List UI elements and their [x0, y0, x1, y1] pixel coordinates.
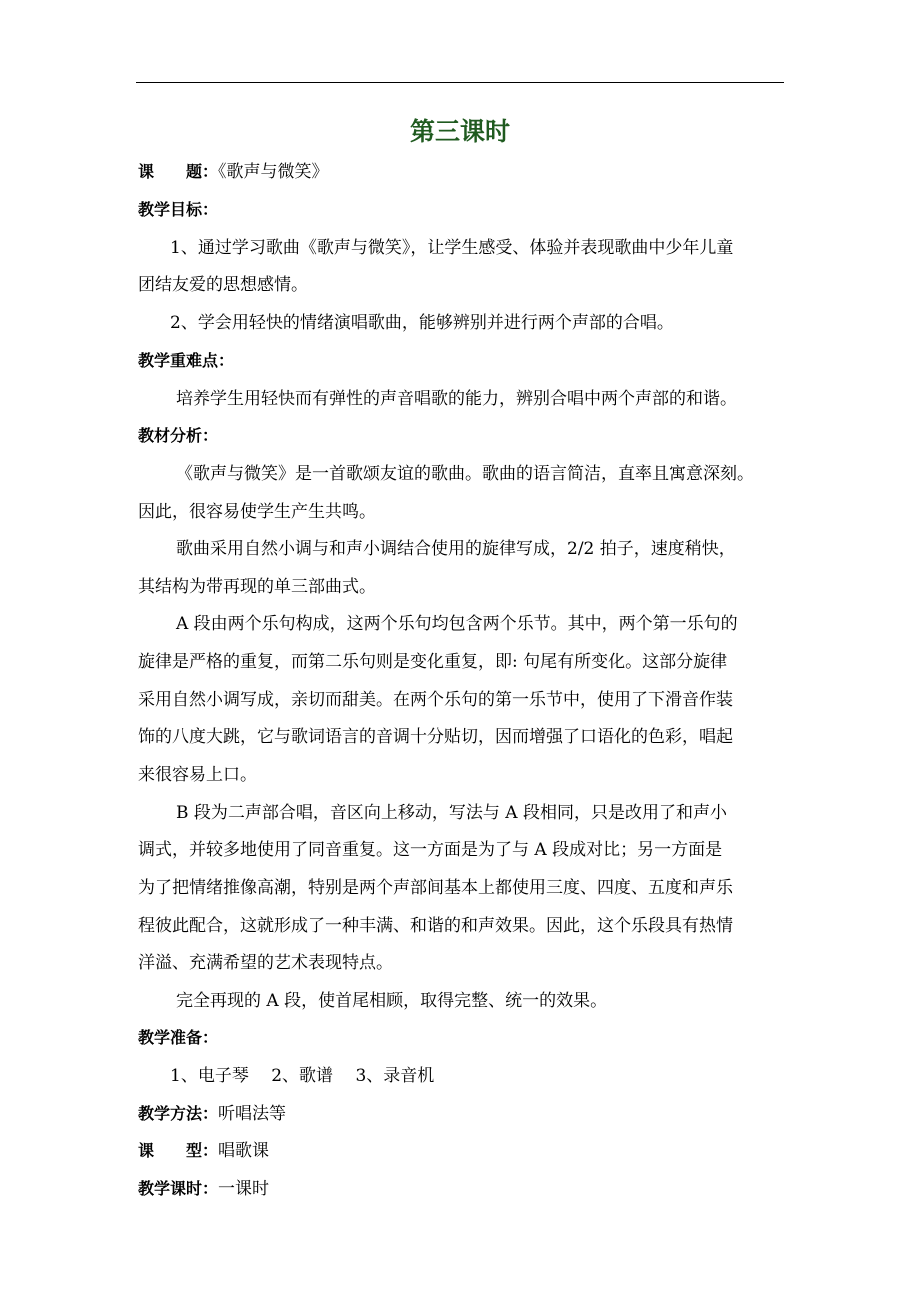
goal-item-1-line1: 1、通过学习歌曲《歌声与微笑》，让学生感受、体验并表现歌曲中少年儿童	[170, 238, 734, 258]
key-points-heading: 教学重难点：	[138, 351, 235, 370]
analysis-p1-line: 《歌声与微笑》是一首歌颂友谊的歌曲。歌曲的语言简洁，直率且寓意深刻。	[176, 464, 754, 484]
analysis-p4-line: 为了把情绪推像高潮，特别是两个声部间基本上都使用三度、四度、五度和声乐	[138, 878, 733, 898]
analysis-p2-line: 歌曲采用自然小调与和声小调结合使用的旋律写成，2/2 拍子，速度稍快，	[176, 539, 736, 559]
analysis-p3-line: 采用自然小调写成，亲切而甜美。在两个乐句的第一乐节中，使用了下滑音作装	[138, 690, 733, 710]
method-label: 教学方法：	[138, 1104, 219, 1123]
hours-value: 一课时	[218, 1179, 270, 1199]
analysis-p1-line: 因此，很容易使学生产生共鸣。	[138, 502, 376, 522]
type-value: 唱歌课	[218, 1141, 270, 1161]
analysis-p4-line: 调式，并较多地使用了同音重复。这一方面是为了与 A 段成对比；另一方面是	[138, 840, 723, 860]
preparation-heading: 教学准备：	[138, 1028, 219, 1047]
analysis-p2-line: 其结构为带再现的单三部曲式。	[138, 577, 376, 597]
goal-item-2: 2、学会用轻快的情绪演唱歌曲，能够辨别并进行两个声部的合唱。	[170, 313, 674, 333]
goals-heading: 教学目标：	[138, 200, 219, 219]
analysis-p3-line: A 段由两个乐句构成，这两个乐句均包含两个乐节。其中，两个第一乐句的	[176, 614, 738, 634]
analysis-p3-line: 旋律是严格的重复，而第二乐句则是变化重复，即: 句尾有所变化。这部分旋律	[138, 652, 728, 672]
analysis-p4-line: 程彼此配合，这就形成了一种丰满、和谐的和声效果。因此，这个乐段具有热情	[138, 916, 733, 936]
analysis-p4-line: B 段为二声部合唱，音区向上移动，写法与 A 段相同，只是改用了和声小	[176, 803, 727, 823]
analysis-heading: 教材分析：	[138, 426, 219, 445]
analysis-p5: 完全再现的 A 段，使首尾相顾，取得完整、统一的效果。	[176, 991, 608, 1011]
header-rule	[136, 82, 784, 83]
hours-row	[138, 1177, 269, 1201]
type-row	[138, 1139, 269, 1163]
key-points-text: 培养学生用轻快而有弹性的声音唱歌的能力，辨别合唱中两个声部的和谐。	[176, 389, 737, 409]
topic-label: 课 题：	[138, 162, 219, 181]
analysis-p3-line: 来很容易上口。	[138, 765, 257, 785]
type-label: 课 型：	[138, 1141, 219, 1160]
method-value: 听唱法等	[218, 1104, 287, 1124]
method-row	[138, 1102, 286, 1126]
page-title: 第三课时	[409, 117, 510, 146]
topic-value: 《歌声与微笑》	[218, 162, 329, 182]
goal-item-1-line2: 团结友爱的思想感情。	[138, 275, 308, 295]
preparation-text: 1、电子琴 2、歌谱 3、录音机	[170, 1066, 435, 1086]
hours-label: 教学课时：	[138, 1179, 219, 1198]
analysis-p4-line: 洋溢、充满希望的艺术表现特点。	[138, 953, 393, 973]
analysis-p3-line: 饰的八度大跳，它与歌词语言的音调十分贴切，因而增强了口语化的色彩，唱起	[138, 727, 733, 747]
topic-row	[138, 160, 329, 184]
